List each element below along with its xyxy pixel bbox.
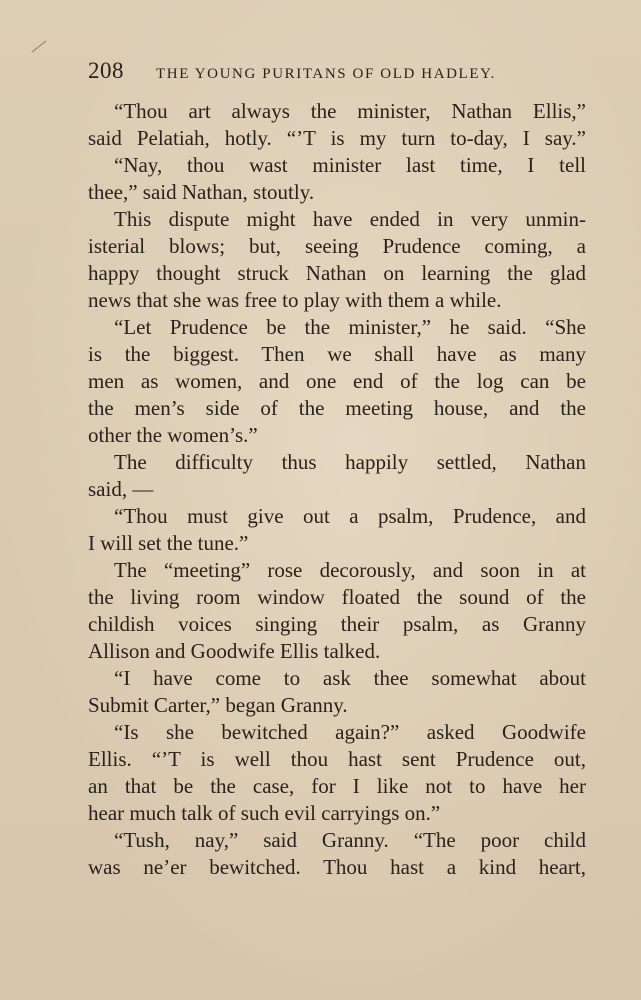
text-line: “Nay, thou wast minister last time, I tell [114,153,586,177]
text-line: The “meeting” rose decorously, and soon in at [114,558,586,582]
text-line: hear much talk of such evil carryings on.” [88,801,441,825]
page-number: 208 [88,58,124,83]
text-line: thee,” said Nathan, stoutly. [88,180,315,204]
text-line: the men’s side of the meeting house, and the [88,396,586,420]
text-line: “Let Prudence be the minister,” he said. “She [114,315,586,339]
text-line: “Is she bewitched again?” asked Goodwife [114,720,586,744]
text-line: The difficulty thus happily settled, Nathan [114,450,586,474]
text-line: said, — [88,477,154,501]
text-line: men as women, and one end of the log can be [88,369,586,393]
running-title: THE YOUNG PURITANS OF OLD HADLEY. [156,66,496,82]
text-line: Submit Carter,” began Granny. [88,693,348,717]
text-line: “Thou must give out a psalm, Prudence, and [114,504,586,528]
stray-pencil-mark [32,41,47,53]
text-line: I will set the tune.” [88,531,249,555]
text-line: other the women’s.” [88,423,258,447]
running-head [88,58,588,88]
text-line: is the biggest. Then we shall have as many [88,342,586,366]
text-line: the living room window floated the sound of the [88,585,586,609]
text-line: childish voices singing their psalm, as Granny [88,612,586,636]
text-line: “I have come to ask thee somewhat about [114,666,586,690]
text-line: This dispute might have ended in very unmin- [114,207,586,231]
text-line: isterial blows; but, seeing Prudence coming, a [88,234,586,258]
text-line: happy thought struck Nathan on learning the glad [88,261,586,285]
text-line: Ellis. “’T is well thou hast sent Prudence out, [88,747,586,771]
text-line: said Pelatiah, hotly. “’T is my turn to-day, I say.” [88,126,586,150]
body-text [88,98,586,881]
text-line: “Thou art always the minister, Nathan Ellis,” [114,99,586,123]
text-line: Allison and Goodwife Ellis talked. [88,639,381,663]
text-line: news that she was free to play with them a while. [88,288,502,312]
text-line: “Tush, nay,” said Granny. “The poor child [114,828,586,852]
text-line: was ne’er bewitched. Thou hast a kind heart, [88,855,586,879]
text-line: an that be the case, for I like not to have her [88,774,586,798]
